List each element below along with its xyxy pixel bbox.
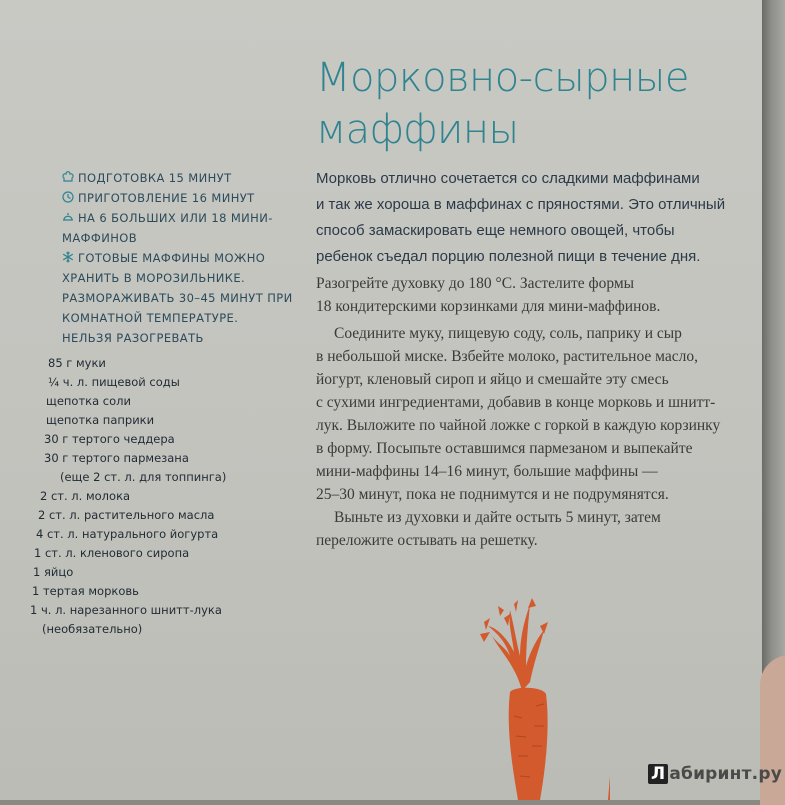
yield-label-1: НА 6 БОЛЬШИХ ИЛИ 18 МИНИ- [78,211,273,225]
ingredient-item: 2 ст. л. растительного масла [38,508,215,522]
method-line: мини-маффины 14–16 минут, большие маффины — [316,463,658,480]
prep-time-label: ПОДГОТОВКА 15 МИНУТ [78,171,232,185]
method-line: йогурт, кленовый сироп и яйцо и смешайте эту смесь [316,371,669,388]
method-line: с сухими ингредиентами, добавив в конце морковь и шнитт- [316,394,716,411]
watermark-text: абиринт.ру [669,764,782,784]
freeze-line: ГОТОВЫЕ МАФФИНЫ МОЖНО [78,251,266,265]
yield [62,208,312,228]
freeze-line: КОМНАТНОЙ ТЕМПЕРАТУРЕ. [62,311,239,325]
intro-line: Морковь отлично сочетается со сладкими маффинами [316,170,700,187]
intro-line: способ замаскировать еще немного овощей, чтобы [316,222,675,239]
prep-time [62,168,312,188]
freeze-line: РАЗМОРАЖИВАТЬ 30–45 МИНУТ ПРИ [62,291,293,305]
dish-icon [62,211,74,223]
recipe-title-line2: маффины [316,107,519,153]
recipe-title-line1: Морковно-сырные [316,55,689,101]
method-line: лук. Выложите по чайной ложке с горкой в каждую корзинку [316,417,721,434]
watermark [648,764,782,784]
ingredient-item: 1 тертая морковь [32,584,139,598]
ingredient-item: 4 ст. л. натурального йогурта [36,527,219,541]
freeze-line: ХРАНИТЬ В МОРОЗИЛЬНИКЕ. [62,271,246,285]
method-line: 25–30 минут, пока не поднимутся и не подрумянятся. [316,486,669,503]
method-line: в небольшой миске. Взбейте молоко, растительное масло, [316,348,698,365]
recipe-method [316,272,756,552]
cook-time-label: ПРИГОТОВЛЕНИЕ 16 МИНУТ [78,191,255,205]
freeze-note [62,248,312,268]
ingredient-item: (еще 2 ст. л. для топпинга) [60,470,227,484]
ingredient-item: щепотка соли [46,394,131,408]
ingredient-item: (необязательно) [42,622,143,636]
method-line: в форму. Посыпьте оставшимся пармезаном и выпекайте [316,440,693,457]
watermark-logo: Л [648,764,668,784]
ingredient-list [30,354,290,639]
clock-icon [62,191,74,203]
ingredient-item: 30 г тертого пармезана [44,451,189,465]
method-line: 18 кондитерскими корзинками для мини-маффинов. [316,298,661,315]
recipe-intro [316,166,756,270]
ingredient-item: 30 г тертого чеддера [44,432,175,446]
method-line: Соедините муку, пищевую соду, соль, паприку и сыр [334,325,682,342]
intro-line: ребенок съедал порцию полезной пищи в течение дня. [316,248,701,265]
ingredient-item: 2 ст. л. молока [40,489,131,503]
ingredient-item: 1 яйцо [33,565,74,579]
method-line: Выньте из духовки и дайте остыть 5 минут, затем [334,509,661,526]
recipe-meta [62,168,312,348]
method-line: переложите остывать на решетку. [316,532,538,549]
snowflake-icon [62,251,74,263]
yield-label-2: МАФФИНОВ [62,231,137,245]
carrot-illustration [470,596,610,800]
ingredient-item: 1 ч. л. нарезанного шнитт-лука [30,603,222,617]
recipe-title [316,52,689,156]
method-line: Разогрейте духовку до 180 °С. Застелите формы [316,275,635,292]
ingredient-item: ¼ ч. л. пищевой соды [48,375,180,389]
ingredient-item: щепотка паприки [46,413,155,427]
freeze-line: НЕЛЬЗЯ РАЗОГРЕВАТЬ [62,331,204,345]
intro-line: и так же хороша в маффинах с пряностями. Это отличный [316,196,726,213]
chef-hat-icon [62,171,74,183]
ingredient-item: 85 г муки [48,356,106,370]
ingredient-item: 1 ст. л. кленового сиропа [34,546,190,560]
cook-time [62,188,312,208]
